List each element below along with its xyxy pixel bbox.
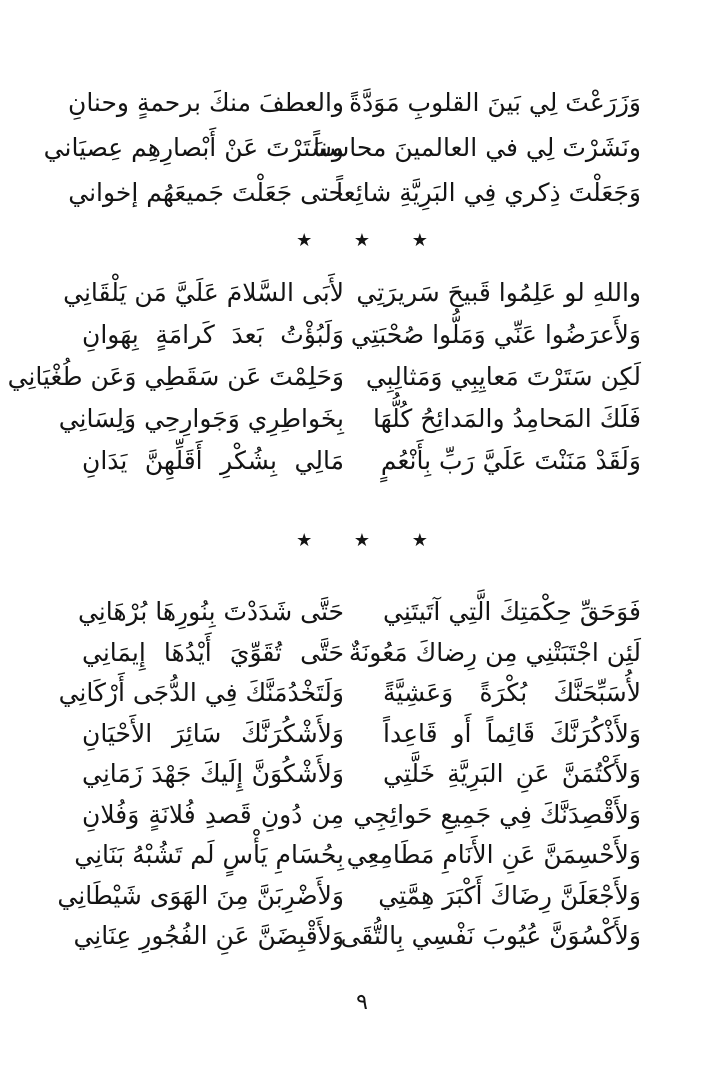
verse-second-hemistich: وَلأَضْرِبَنَّ مِنَ الهَوَى شَيْطَانِي [57, 880, 344, 910]
verse-first-hemistich: فَوَحَقِّ حِكْمَتِكَ الَّتِي آتَيتَنِي [383, 597, 641, 626]
verse-first-hemistich: لَكِن سَتَرْتَ مَعايِبِي وَمَثالِبِي [365, 362, 641, 391]
verse-second-hemistich: وَلَتَخْدُمَنَّكَ فِي الدُّجَى أَرْكَانِي [58, 678, 344, 707]
verse-second-hemistich: مَالِي بِشُكْرِ أَقَلِّهِنَّ يَدَانِ [82, 446, 344, 475]
verse-second-hemistich: مِن دُونِ قَصدِ فُلانَةٍ وَفُلانِ [82, 799, 344, 829]
verse [0, 876, 724, 917]
verse-first-hemistich: وَلأَجْعَلَنَّ رِضَاكَ أَكْبَرَ هِمَّتِي [378, 880, 641, 910]
verse [0, 398, 724, 440]
verse-second-hemistich: لأَبَى السَّلامَ عَلَيَّ مَن يَلْقَانِي [63, 278, 344, 307]
verse-second-hemistich: والعطفَ منكَ برحمةٍ وحنانِ [67, 88, 344, 117]
verse [0, 272, 724, 314]
verse [0, 80, 724, 125]
verse [0, 633, 724, 674]
verse [0, 916, 724, 957]
verse-second-hemistich: وَلَبُؤْتُ بَعدَ كَرامَةٍ بِهَوانِ [82, 320, 344, 349]
verse-second-hemistich: وَحَلِمْتَ عَن سَقَطِي وَعَن طُغْيَانِي [7, 362, 344, 391]
verse-first-hemistich: لَئِن اجْتَبَتْنِي مِن رِضاكَ مَعُونَةٌ [348, 637, 641, 667]
verse-first-hemistich: وَلأَعرَضُوا عَنِّي وَمَلُّوا صُحْبَتِي [350, 320, 641, 349]
verse [0, 356, 724, 398]
stanza-divider-stars: ★ ★ ★ [296, 530, 446, 551]
stanza-3 [0, 592, 724, 957]
verse-second-hemistich: بِحُسَامِ يَأْسٍ لَم تَشُبْهُ بَنَانِي [74, 840, 344, 869]
verse-second-hemistich: حتى جَعَلْتَ جَميعَهُم إخواني [68, 178, 344, 207]
verse [0, 314, 724, 356]
stanza-2 [0, 272, 724, 482]
verse-second-hemistich: وَلأَشْكُوَنَّ إِلَيكَ جَهْدَ زَمَانِي [82, 759, 344, 788]
verse-second-hemistich: حَتَّى شَدَدْتَ بِنُورِهَا بُرْهَانِي [77, 597, 344, 626]
verse-second-hemistich: وسَتَرْتَ عَنْ أَبْصارِهِم عِصيَاني [43, 133, 344, 162]
verse-second-hemistich: وَلأَقْبِضَنَّ عَنِ الفُجُورِ عِنَانِي [73, 921, 344, 950]
verse [0, 170, 724, 215]
verse [0, 795, 724, 836]
verse-first-hemistich: وَلأَحْسِمَنَّ عَنِ الأَنَامِ مَطَامِعِي [346, 840, 641, 869]
verse-first-hemistich: فَلَكَ المَحامِدُ والمَدائِحُ كُلُّهَا [373, 404, 641, 433]
verse-second-hemistich: وَلأَشْكُرَنَّكَ سَائِرَ الأَحْيَانِ [82, 718, 344, 748]
stanza-1 [0, 80, 724, 215]
verse [0, 673, 724, 714]
verse-first-hemistich: واللهِ لو عَلِمُوا قَبيحَ سَريرَتِي [356, 278, 641, 307]
verse-first-hemistich: وَلَقَدْ مَنَنْتَ عَلَيَّ رَبِّ بِأَنْعُمٍ [380, 446, 641, 475]
verse [0, 125, 724, 170]
verse-second-hemistich: حَتَّى تُقَوِّيَ أَيْدُهَا إِيمَانِي [82, 637, 344, 667]
verse [0, 592, 724, 633]
page-number: ٩ [356, 990, 368, 1015]
verse-first-hemistich: وَزَرَعْتَ لِي بَينَ القلوبِ مَوَدَّةً [349, 88, 641, 117]
verse-first-hemistich: ونَشَرْتَ لِي في العالمينَ محاسِناً [313, 133, 641, 162]
verse [0, 835, 724, 876]
verse-first-hemistich: وَلأَكْتُمَنَّ عَنِ البَرِيَّةِ خَلَّتِي [383, 759, 641, 788]
verse-first-hemistich: وَجَعَلْتَ ذِكري فِي البَرِيَّةِ شائِعاً [336, 178, 641, 207]
verse-first-hemistich: وَلأَكْسُوَنَّ عُيُوبَ نَفْسِي بِالتُّقَى [340, 921, 641, 950]
verse-first-hemistich: وَلأَقْصِدَنَّكَ فِي جَمِيعِ حَوائِجِي [353, 799, 641, 829]
verse [0, 440, 724, 482]
verse-second-hemistich: بِخَواطِرِي وَجَوارِحِي وَلِسَانِي [58, 404, 344, 433]
verse-first-hemistich: لأُسَبِّحَنَّكَ بُكْرَةً وَعَشِيَّةً [383, 678, 641, 707]
verse-first-hemistich: وَلأَذْكُرَنَّكَ قَائِماً أَو قَاعِداً [383, 718, 641, 748]
verse [0, 714, 724, 755]
verse [0, 754, 724, 795]
stanza-divider-stars: ★ ★ ★ [296, 230, 446, 251]
